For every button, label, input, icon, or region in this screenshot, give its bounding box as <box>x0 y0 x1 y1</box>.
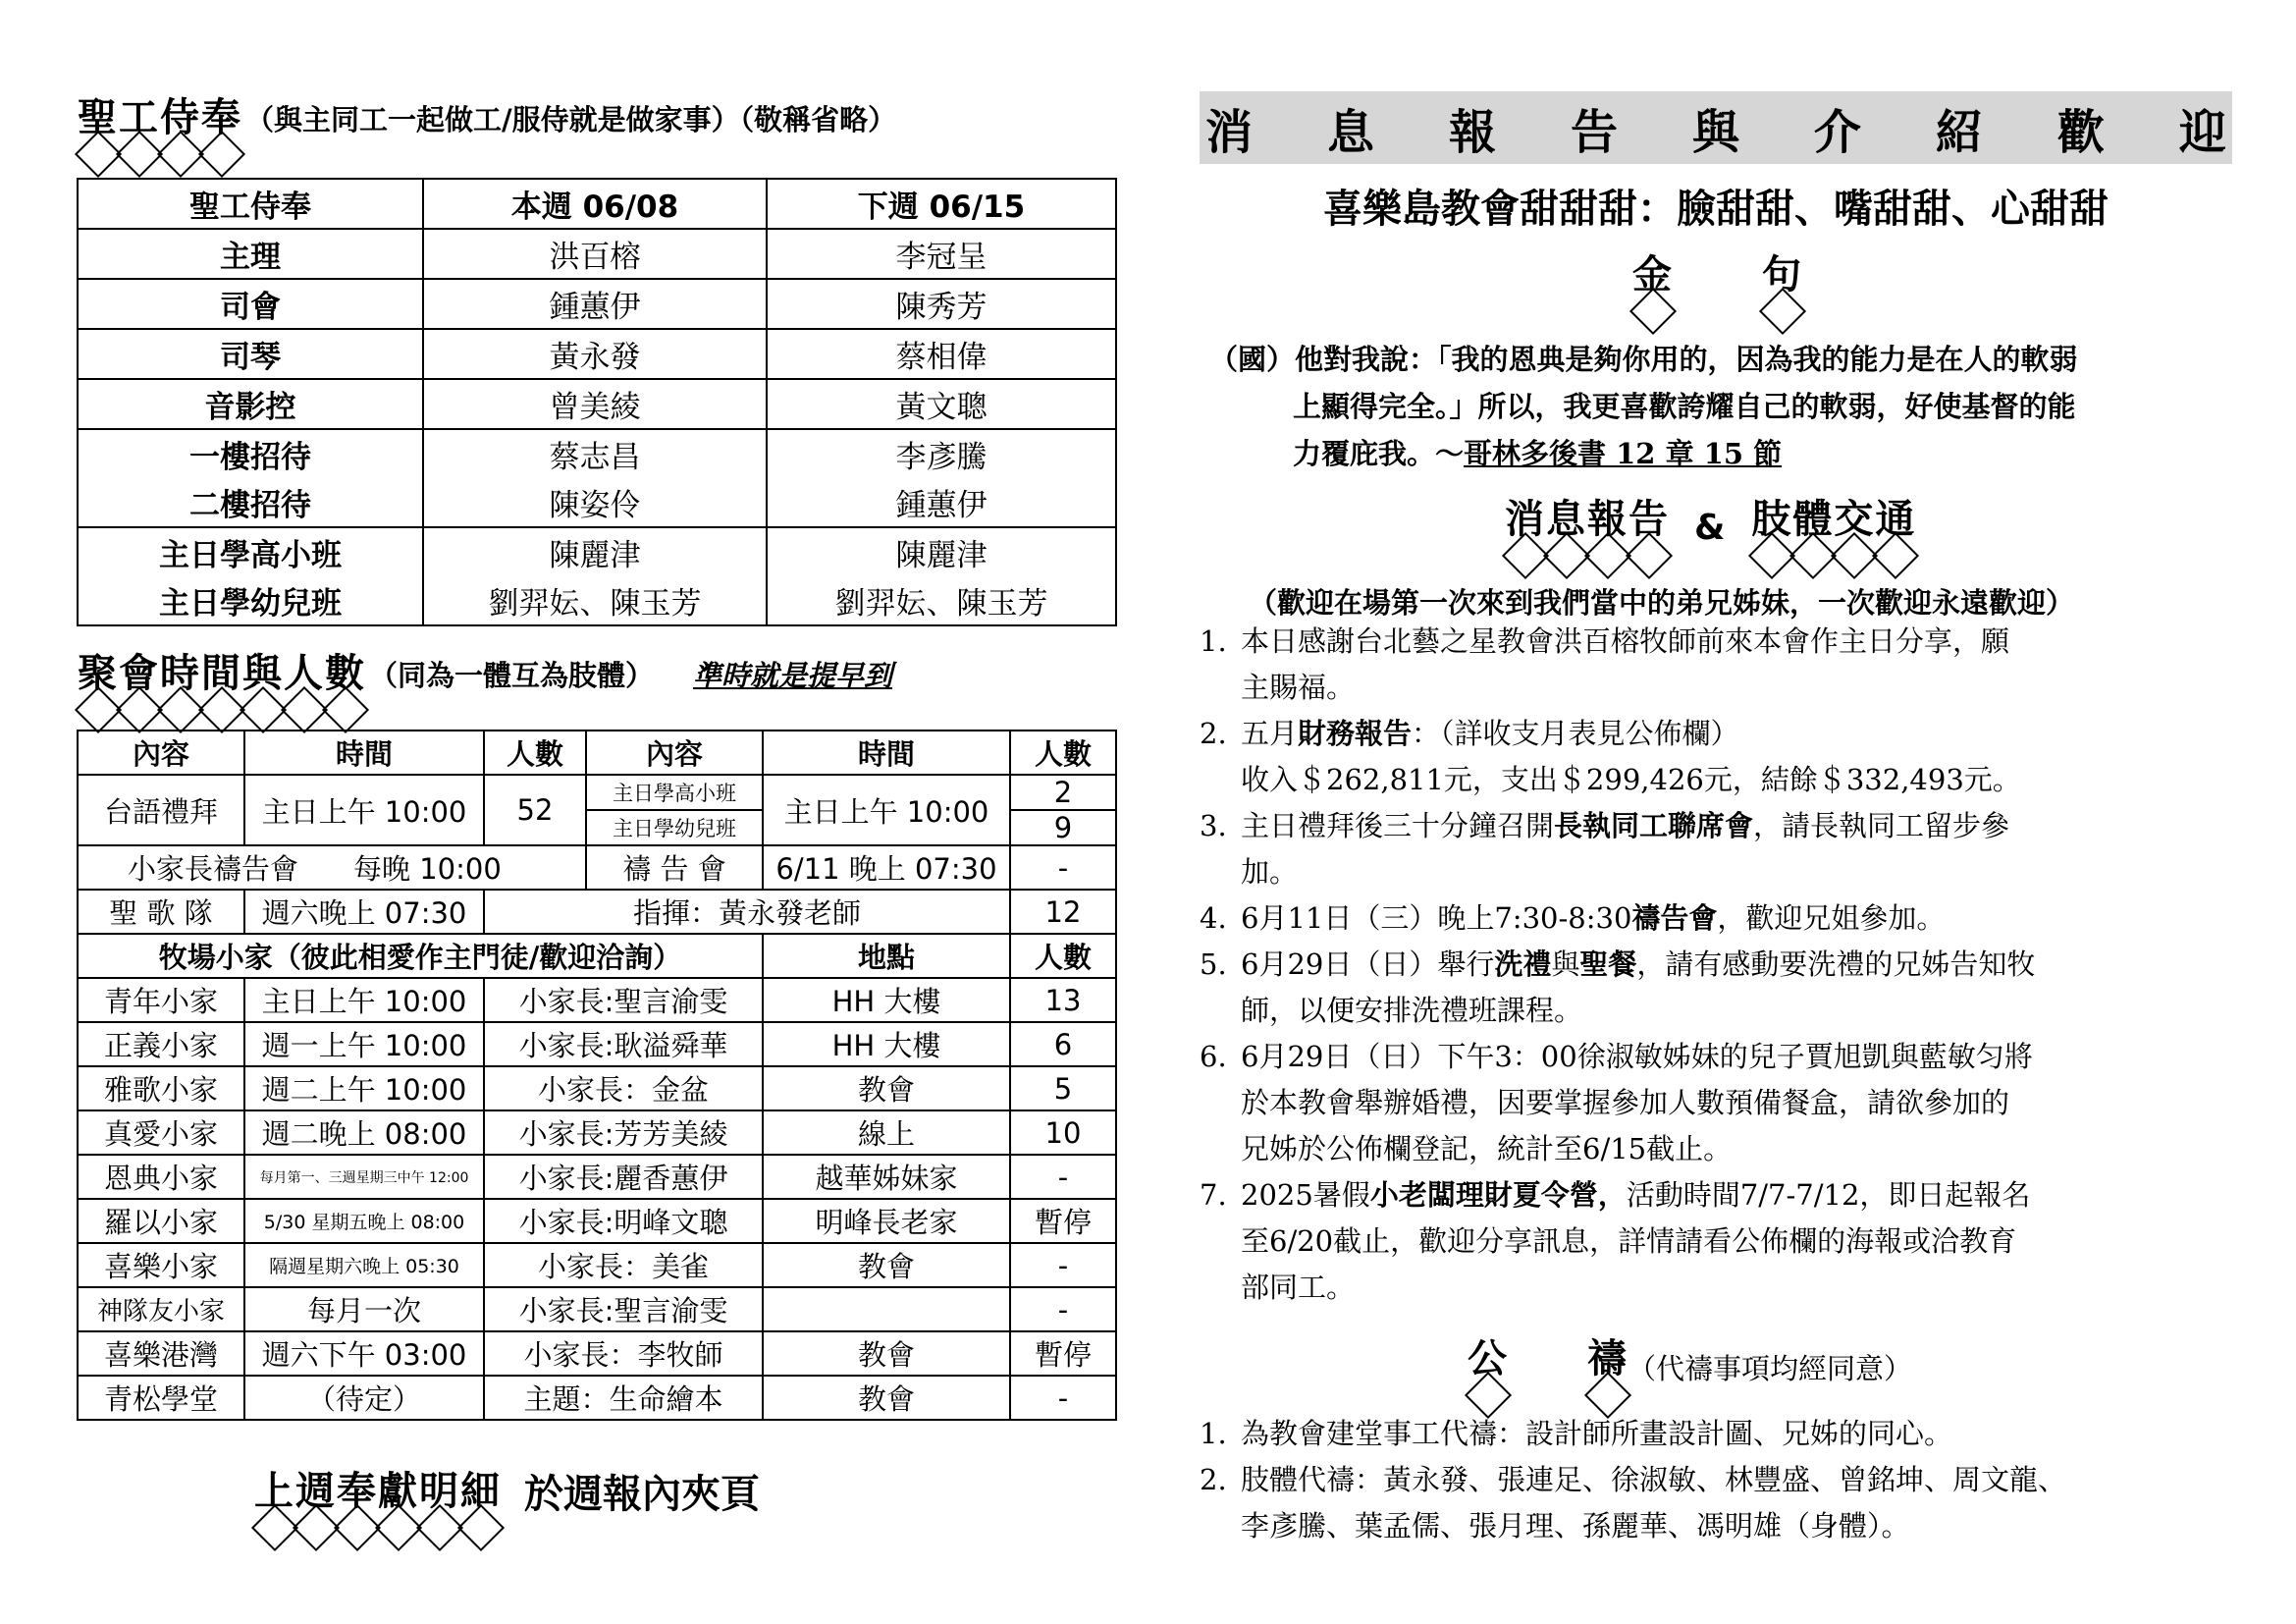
prayer-heading <box>1467 1335 1912 1387</box>
item-text: 兄姊於公佈欄登記，統計至6/15截止。 <box>1241 1132 1733 1165</box>
item-number: 6. <box>1200 1040 1227 1073</box>
prayer-meeting-name: 小家長禱告會 <box>128 852 299 886</box>
banner-char: 迎 <box>2178 104 2226 160</box>
banner-char: 報 <box>1448 104 1496 160</box>
fellowship-char-1: 體 <box>1791 496 1833 543</box>
table-row <box>78 1243 1116 1287</box>
next-week-cell: 陳秀芳 <box>767 279 1116 329</box>
next-week-cell: 蔡相偉 <box>767 329 1116 379</box>
meet-title-char-2: 時 <box>159 650 200 697</box>
group-name: 青松學堂 <box>78 1376 244 1420</box>
prayer-meeting-cell <box>78 845 586 890</box>
meet-subtitle: （同為一體互為肢體） <box>369 658 655 692</box>
group-count: - <box>1010 1376 1116 1420</box>
group-place: HH 大樓 <box>763 1022 1010 1066</box>
table-row <box>78 978 1116 1022</box>
item-text: 李彥騰、葉孟儒、張月理、孫麗華、馮明雄（身體）。 <box>1241 1509 1910 1543</box>
table-row <box>78 890 1116 934</box>
item-text: 師，以便安排洗禮班課程。 <box>1241 994 1583 1027</box>
item-text: 部同工。 <box>1241 1271 1356 1304</box>
table-row <box>78 1331 1116 1376</box>
group-count: 13 <box>1010 978 1116 1022</box>
group-place <box>763 1287 1010 1331</box>
group-name: 喜樂港灣 <box>78 1331 244 1376</box>
item-highlight: 財務報告 <box>1298 717 1413 750</box>
item-number: 2. <box>1200 717 1227 750</box>
item-text-part: ，歡迎兄姐參加。 <box>1717 901 1946 935</box>
group-place: 教會 <box>763 1243 1010 1287</box>
item-text: 收入＄262,811元，支出＄299,426元，結餘＄332,493元。 <box>1241 763 2021 796</box>
item-text-part: 2025暑假 <box>1241 1178 1370 1212</box>
serve-header-row <box>78 179 1116 229</box>
golden-verse <box>1209 336 2230 477</box>
group-name: 青年小家 <box>78 978 244 1022</box>
news-char-2: 報 <box>1586 496 1628 543</box>
this-week-cell: 黃永發 <box>423 329 767 379</box>
item-number: 7. <box>1200 1178 1227 1212</box>
this-week-cell: 曾美綾 <box>423 379 767 429</box>
item-text <box>1241 803 2220 849</box>
meet-title-char-5: 人 <box>283 650 324 697</box>
prayer-meeting-time: 每晚 10:00 <box>353 852 502 886</box>
serve-header-role: 聖工侍奉 <box>78 179 423 229</box>
verse-line <box>1209 430 2230 477</box>
group-leader: 小家長:麗香蕙伊 <box>484 1155 763 1199</box>
news-banner <box>1200 91 2232 164</box>
meet-header-time: 時間 <box>244 731 484 775</box>
group-name: 正義小家 <box>78 1022 244 1066</box>
meet-header-time-2: 時間 <box>763 731 1010 775</box>
group-name: 雅歌小家 <box>78 1066 244 1110</box>
table-row <box>78 845 1116 890</box>
meet-heading <box>77 650 892 697</box>
group-time: 主日上午 10:00 <box>244 978 484 1022</box>
group-name: 喜樂小家 <box>78 1243 244 1287</box>
prayer-subtitle: （代禱事項均經同意） <box>1628 1352 1913 1385</box>
gold-char-1: 句 <box>1761 251 1802 298</box>
serve-title-char-0: 聖 <box>77 94 118 141</box>
this-week-cell: 蔡志昌 <box>423 429 767 478</box>
table-row <box>78 1110 1116 1155</box>
ss-kid-count: 9 <box>1010 810 1116 845</box>
next-week-cell: 黃文聰 <box>767 379 1116 429</box>
offering-title-char-5: 細 <box>459 1468 501 1515</box>
gold-char-0: 金 <box>1631 251 1673 298</box>
banner-char: 介 <box>1813 104 1861 160</box>
item-text-part: ，請有感動要洗禮的兄姊告知牧 <box>1636 947 2036 981</box>
item-text <box>1241 1172 2220 1218</box>
meet-header-content-2: 內容 <box>586 731 763 775</box>
news-char-0: 消 <box>1504 496 1545 543</box>
table-row <box>78 1287 1116 1331</box>
meet-title-char-3: 間 <box>200 650 241 697</box>
table-row <box>78 1066 1116 1110</box>
prayer-list <box>1200 1411 2220 1549</box>
serve-subtitle: （與主同工一起做工/服侍就是做家事）（敬稱省略） <box>245 102 897 136</box>
church-theme: 喜樂島教會甜甜甜：臉甜甜、嘴甜甜、心甜甜 <box>1323 187 2109 232</box>
list-item <box>1200 1172 2220 1311</box>
group-leader: 小家長：美雀 <box>484 1243 763 1287</box>
news-list <box>1200 619 2220 1311</box>
list-item <box>1200 1411 2220 1457</box>
group-header-place: 地點 <box>763 934 1010 978</box>
list-item <box>1200 942 2220 1034</box>
meet-title-char-6: 數 <box>324 650 365 697</box>
group-time: 週六下午 03:00 <box>244 1331 484 1376</box>
ss-kid-name: 主日學幼兒班 <box>586 810 763 845</box>
group-place: 教會 <box>763 1066 1010 1110</box>
offering-title-char-4: 明 <box>418 1468 459 1515</box>
banner-char: 告 <box>1570 104 1618 160</box>
offering-heading <box>253 1463 760 1519</box>
list-item <box>1200 1034 2220 1172</box>
ss-time: 主日上午 10:00 <box>763 775 1010 845</box>
item-number: 3. <box>1200 809 1227 842</box>
item-text: 6月29日（日）下午3：00徐淑敏姊妹的兒子賈旭凱與藍敏匀將 <box>1241 1040 2033 1073</box>
meet-header-row <box>78 731 1116 775</box>
group-leader: 小家長:芳芳美綾 <box>484 1110 763 1155</box>
item-text-part: 6月11日（三）晚上7:30-8:30 <box>1241 901 1632 935</box>
prayer-count-2: - <box>1010 845 1116 890</box>
serve-header-next-week: 下週 06/15 <box>767 179 1116 229</box>
item-text-part: 主日禮拜後三十分鐘召開 <box>1241 809 1555 842</box>
meet-slogan: 準時就是提早到 <box>693 658 893 692</box>
meet-title <box>77 650 365 697</box>
next-week-cell: 鍾蕙伊 <box>767 478 1116 527</box>
worship-time: 主日上午 10:00 <box>244 775 484 845</box>
serve-header-this-week: 本週 06/08 <box>423 179 767 229</box>
table-row <box>78 279 1116 329</box>
group-leader: 小家長：金盆 <box>484 1066 763 1110</box>
meet-table <box>77 730 1117 1421</box>
item-text <box>1241 895 2220 942</box>
banner-char: 息 <box>1326 104 1374 160</box>
meet-header-count: 人數 <box>484 731 586 775</box>
item-text: 本日感謝台北藝之星教會洪百榕牧師前來本會作主日分享，願 <box>1241 624 2010 658</box>
pray-char-1: 禱 <box>1586 1335 1628 1382</box>
ss-high-name: 主日學高小班 <box>586 775 763 810</box>
this-week-cell: 鍾蕙伊 <box>423 279 767 329</box>
group-place: HH 大樓 <box>763 978 1010 1022</box>
item-highlight: 小老闆理財夏令營， <box>1369 1178 1627 1212</box>
offering-title-char-1: 週 <box>294 1468 336 1515</box>
group-count: 暫停 <box>1010 1331 1116 1376</box>
group-name: 羅以小家 <box>78 1199 244 1243</box>
group-time: 週二晚上 08:00 <box>244 1110 484 1155</box>
verse-reference: 哥林多後書 12 章 15 節 <box>1464 437 1783 470</box>
table-row <box>78 1155 1116 1199</box>
serve-heading <box>77 94 896 141</box>
item-text: 加。 <box>1241 855 1299 889</box>
group-header-title: 牧場小家（彼此相愛作主門徒/歡迎洽詢） <box>78 934 763 978</box>
item-highlight: 禱告會 <box>1631 901 1718 935</box>
serve-title-char-3: 奉 <box>200 94 241 141</box>
group-count: - <box>1010 1287 1116 1331</box>
role-cell: 主日學高小班 <box>78 527 423 576</box>
item-text: 肢體代禱：黃永發、張連足、徐淑敏、林豐盛、曾銘坤、周文龍、 <box>1241 1463 2067 1496</box>
group-name: 恩典小家 <box>78 1155 244 1199</box>
table-row <box>78 429 1116 478</box>
item-text-part: ：（詳收支月表見公佈欄） <box>1412 717 1739 750</box>
group-time: 隔週星期六晚上 05:30 <box>244 1243 484 1287</box>
role-cell: 主理 <box>78 229 423 279</box>
group-leader: 小家長:聖言渝雯 <box>484 1287 763 1331</box>
group-place: 教會 <box>763 1331 1010 1376</box>
table-row <box>78 329 1116 379</box>
table-row <box>78 775 1116 810</box>
prayer-name-2: 禱 告 會 <box>586 845 763 890</box>
choir-leader: 指揮：黃永發老師 <box>484 890 1010 934</box>
this-week-cell: 陳姿伶 <box>423 478 767 527</box>
item-number: 2. <box>1200 1463 1227 1496</box>
list-item <box>1200 803 2220 895</box>
item-highlight: 洗禮 <box>1494 947 1552 981</box>
this-week-cell: 陳麗津 <box>423 527 767 576</box>
news-char-3: 告 <box>1628 496 1669 543</box>
item-highlight: 聖餐 <box>1579 947 1637 981</box>
item-text: 主賜福。 <box>1241 671 1356 704</box>
role-cell: 司琴 <box>78 329 423 379</box>
this-week-cell: 劉羿妘、陳玉芳 <box>423 576 767 625</box>
golden-verse-heading <box>1631 251 1891 298</box>
table-row <box>78 379 1116 429</box>
serve-title-char-1: 工 <box>118 94 159 141</box>
pray-char-0: 公 <box>1467 1335 1508 1382</box>
group-count: 10 <box>1010 1110 1116 1155</box>
group-place: 線上 <box>763 1110 1010 1155</box>
banner-char: 與 <box>1691 104 1739 160</box>
item-text-part: ，請長執同工留步參 <box>1753 809 2010 842</box>
item-text <box>1241 711 2220 757</box>
group-leader: 主題：生命繪本 <box>484 1376 763 1420</box>
role-cell: 主日學幼兒班 <box>78 576 423 625</box>
table-row <box>78 229 1116 279</box>
next-week-cell: 劉羿妘、陳玉芳 <box>767 576 1116 625</box>
table-row <box>78 1376 1116 1420</box>
news-heading <box>1504 496 1915 548</box>
fellowship-char-2: 交 <box>1833 496 1874 543</box>
ampersand: & <box>1694 508 1726 548</box>
welcome-text: （歡迎在場第一次來到我們當中的弟兄姊妹，一次歡迎永遠歡迎） <box>1249 586 2075 620</box>
group-name: 神隊友小家 <box>78 1287 244 1331</box>
group-count: - <box>1010 1155 1116 1199</box>
offering-rest: 於週報內夾頁 <box>524 1472 760 1517</box>
table-row <box>78 576 1116 625</box>
table-row <box>78 1199 1116 1243</box>
list-item <box>1200 895 2220 942</box>
list-item <box>1200 619 2220 711</box>
group-count: - <box>1010 1243 1116 1287</box>
item-text-part: 五月 <box>1241 717 1299 750</box>
item-highlight: 長執同工聯席會 <box>1554 809 1754 842</box>
ss-high-count: 2 <box>1010 775 1116 810</box>
choir-name: 聖 歌 隊 <box>78 890 244 934</box>
group-leader: 小家長:明峰文聰 <box>484 1199 763 1243</box>
item-number: 5. <box>1200 947 1227 981</box>
news-char-1: 息 <box>1545 496 1586 543</box>
group-time: （待定） <box>244 1376 484 1420</box>
group-place: 越華姊妹家 <box>763 1155 1010 1199</box>
choir-time: 週六晚上 07:30 <box>244 890 484 934</box>
meet-header-content: 內容 <box>78 731 244 775</box>
item-text-part: 6月29日（日）舉行 <box>1241 947 1495 981</box>
worship-name: 台語禮拜 <box>78 775 244 845</box>
next-week-cell: 李冠呈 <box>767 229 1116 279</box>
role-cell: 音影控 <box>78 379 423 429</box>
group-leader: 小家長:耿溢舜華 <box>484 1022 763 1066</box>
offering-title-char-3: 獻 <box>377 1468 418 1515</box>
banner-char: 紹 <box>1935 104 1983 160</box>
group-name: 真愛小家 <box>78 1110 244 1155</box>
group-place: 明峰長老家 <box>763 1199 1010 1243</box>
table-row <box>78 1022 1116 1066</box>
group-leader: 小家長：李牧師 <box>484 1331 763 1376</box>
role-cell: 二樓招待 <box>78 478 423 527</box>
meet-title-char-1: 會 <box>118 650 159 697</box>
group-time: 每月一次 <box>244 1287 484 1331</box>
group-leader: 小家長:聖言渝雯 <box>484 978 763 1022</box>
role-cell: 司會 <box>78 279 423 329</box>
list-item <box>1200 1457 2220 1549</box>
meet-title-char-4: 與 <box>241 650 283 697</box>
prayer-time-2: 6/11 晚上 07:30 <box>763 845 1010 890</box>
next-week-cell: 李彥騰 <box>767 429 1116 478</box>
next-week-cell: 陳麗津 <box>767 527 1116 576</box>
offering-title-char-0: 上 <box>253 1468 294 1515</box>
this-week-cell: 洪百榕 <box>423 229 767 279</box>
group-time: 每月第一、三週星期三中午 12:00 <box>244 1155 484 1199</box>
item-number: 1. <box>1200 1417 1227 1450</box>
group-header-row <box>78 934 1116 978</box>
group-count: 5 <box>1010 1066 1116 1110</box>
meet-header-count-2: 人數 <box>1010 731 1116 775</box>
group-time: 週二上午 10:00 <box>244 1066 484 1110</box>
table-row <box>78 478 1116 527</box>
verse-line: 上顯得完全。」所以，我更喜歡誇耀自己的軟弱，好使基督的能 <box>1293 390 2076 423</box>
item-text-part: 活動時間7/7-7/12，即日起報名 <box>1626 1178 2031 1212</box>
group-count: 6 <box>1010 1022 1116 1066</box>
group-place: 教會 <box>763 1376 1010 1420</box>
fellowship-char-3: 通 <box>1874 496 1915 543</box>
serve-title <box>77 94 241 141</box>
fellowship-char-0: 肢 <box>1750 496 1791 543</box>
meet-title-char-0: 聚 <box>77 650 118 697</box>
worship-count: 52 <box>484 775 586 845</box>
group-time: 週一上午 10:00 <box>244 1022 484 1066</box>
item-text: 於本教會舉辦婚禮，因要掌握參加人數預備餐盒，請欲參加的 <box>1241 1086 2010 1119</box>
offering-title <box>253 1468 501 1515</box>
group-count: 暫停 <box>1010 1199 1116 1243</box>
banner-char: 歡 <box>2056 104 2105 160</box>
item-text-part: 與 <box>1551 947 1580 981</box>
item-text: 至6/20截止，歡迎分享訊息，詳情請看公佈欄的海報或洽教育 <box>1241 1224 2017 1258</box>
item-number: 1. <box>1200 624 1227 658</box>
item-text <box>1241 942 2220 988</box>
banner-char: 消 <box>1205 104 1254 160</box>
choir-count: 12 <box>1010 890 1116 934</box>
verse-line: （國）他對我說：「我的恩典是夠你用的，因為我的能力是在人的軟弱 <box>1209 343 2078 376</box>
group-header-count: 人數 <box>1010 934 1116 978</box>
list-item <box>1200 711 2220 803</box>
role-cell: 一樓招待 <box>78 429 423 478</box>
serve-title-char-2: 侍 <box>159 94 200 141</box>
item-number: 4. <box>1200 901 1227 935</box>
offering-title-char-2: 奉 <box>336 1468 377 1515</box>
item-text: 為教會建堂事工代禱：設計師所畫設計圖、兄姊的同心。 <box>1241 1417 1953 1450</box>
table-row <box>78 527 1116 576</box>
serve-table <box>77 178 1117 626</box>
verse-line-text: 力覆庇我。～ <box>1293 437 1465 470</box>
group-time: 5/30 星期五晚上 08:00 <box>244 1199 484 1243</box>
